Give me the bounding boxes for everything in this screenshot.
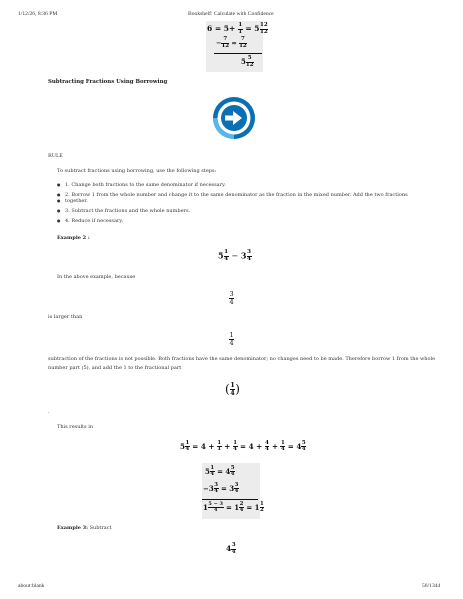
explanation-line1: subtraction of the fractions is not possible. Both fractions have the same denominator; no changes need to be made. Therefore borrow 1 from the whole bbox=[48, 356, 436, 362]
top-example-line1: 6 = 5+ $\frac{1}{1}$ = 5 $\frac{12}{12}$ bbox=[207, 22, 268, 35]
example3-text: Subtract bbox=[89, 525, 112, 531]
arrow-right-icon bbox=[204, 95, 264, 141]
rule-label: RULE bbox=[48, 153, 63, 159]
stack-row1: 5 $\frac{1}{4}$ = 4 $\frac{5}{4}$ bbox=[205, 465, 235, 478]
top-example-rule bbox=[214, 53, 262, 54]
page-number: 56/1344 bbox=[422, 583, 441, 589]
top-example-result: 5 $\frac{5}{12}$ bbox=[241, 55, 254, 68]
page-url: about:blank bbox=[18, 583, 45, 589]
because-text: In the above example, because bbox=[57, 274, 136, 280]
borrow-equation: 5 $\frac{1}{4}$ = 4 + $\frac{1}{1}$ + $\frac{1}{4}$ = 4 + $\frac{4}{4}$ + $\frac{1}{4}$ = 4 $\frac{5}{4}$ bbox=[180, 440, 306, 453]
example3-heading bbox=[57, 525, 112, 531]
period: . bbox=[48, 409, 50, 415]
fraction-one-fourth: $\frac{1}{4}$ bbox=[229, 331, 234, 347]
rule-intro: To subtract fractions using borrowing, use the following steps: bbox=[57, 168, 217, 174]
print-timestamp: 1/12/26, 8:36 PM bbox=[18, 11, 58, 17]
fraction-three-fourths: $\frac{3}{4}$ bbox=[229, 290, 234, 306]
document-title: Bookshelf: Calculate with Confidence bbox=[188, 11, 274, 17]
list-item: ● together. bbox=[57, 198, 447, 204]
example3-mixed-number: 4 $\frac{3}{4}$ bbox=[226, 542, 236, 555]
example2-label: Example 2 : bbox=[57, 235, 90, 241]
stack-row2: −3 $\frac{3}{4}$ = 3 $\frac{3}{4}$ bbox=[203, 482, 239, 495]
results-text: This results in bbox=[57, 424, 94, 430]
paren-fraction: ( $\frac{1}{4}$ ) bbox=[225, 381, 240, 397]
stack-row3: 1 $\frac{5 - 3}{4}$ = 1 $\frac{2}{4}$ = 1 $\frac{1}{2}$ bbox=[203, 501, 264, 514]
rule-steps-list bbox=[57, 182, 447, 224]
larger-text: is larger than bbox=[48, 314, 83, 320]
example2-expression: 5 $\frac{1}{4}$ − 3 $\frac{3}{4}$ bbox=[218, 249, 252, 262]
stack-rule bbox=[202, 499, 258, 500]
example3-label: Example 3: bbox=[57, 525, 88, 531]
explanation-line2: number part (5), and add the 1 to the fractional part bbox=[48, 365, 182, 371]
section-title: Subtracting Fractions Using Borrowing bbox=[48, 79, 168, 85]
list-item: ● 1. Change both fractions to the same denominator if necessary. bbox=[57, 182, 447, 188]
list-item: ● 4. Reduce if necessary. bbox=[57, 218, 447, 224]
list-item: ● 2. Borrow 1 from the whole number and change it to the same denominator as the fraction in the mixed number. Add the two fractions bbox=[57, 192, 447, 198]
list-item: ● 3. Subtract the fractions and the whole numbers. bbox=[57, 208, 447, 214]
top-example-line2: − $\frac{7}{12}$ = $\frac{7}{12}$ bbox=[216, 36, 247, 49]
